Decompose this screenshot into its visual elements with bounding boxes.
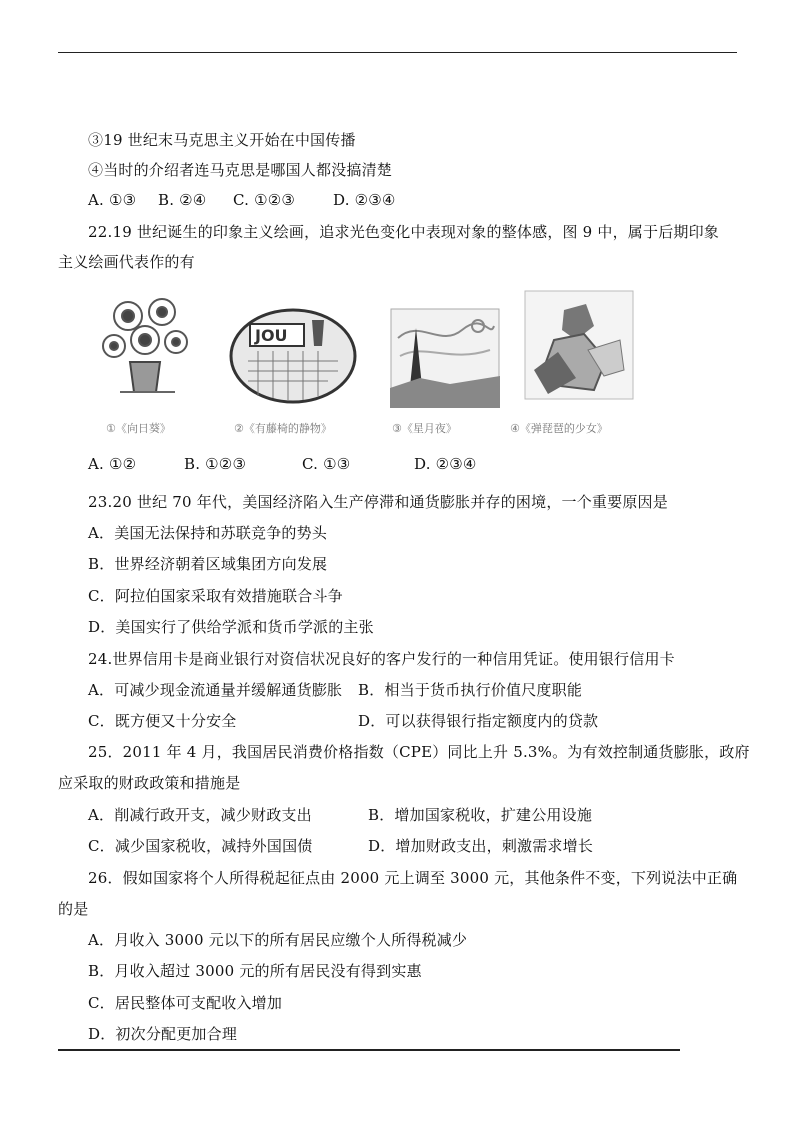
q23-option-d: D．美国实行了供给学派和货币学派的主张 bbox=[88, 618, 374, 636]
q23-option-c: C．阿拉伯国家采取有效措施联合斗争 bbox=[88, 587, 343, 605]
q22-stem-line2: 主义绘画代表作的有 bbox=[58, 253, 195, 271]
q24-options-row1 bbox=[88, 680, 582, 700]
q25-option-d: D．增加财政支出，刺激需求增长 bbox=[368, 837, 594, 855]
q21-options bbox=[88, 190, 396, 210]
q21-option-c: C. ①②③ bbox=[233, 191, 296, 209]
q26-option-b: B．月收入超过 3000 元的所有居民没有得到实惠 bbox=[88, 962, 422, 980]
sunflowers-painting bbox=[90, 292, 200, 402]
q22-option-d: D. ②③④ bbox=[414, 455, 477, 473]
figure-9 bbox=[80, 286, 680, 446]
q24-option-c: C．既方便又十分安全 bbox=[88, 712, 237, 730]
q23-stem: 23.20 世纪 70 年代，美国经济陷入生产停滞和通货膨胀并存的困境，一个重要原因是 bbox=[88, 493, 668, 511]
q22-option-b: B. ①②③ bbox=[184, 455, 247, 473]
starry-night-painting bbox=[390, 308, 500, 408]
caption-still-life: ②《有藤椅的静物》 bbox=[234, 422, 332, 435]
q21-item-4: ④当时的介绍者连马克思是哪国人都没搞清楚 bbox=[88, 161, 393, 179]
caption-starry-night: ③《星月夜》 bbox=[392, 422, 457, 435]
q24-option-b: B．相当于货币执行价值尺度职能 bbox=[358, 681, 583, 699]
q26-stem-line1: 26．假如国家将个人所得税起征点由 2000 元上调至 3000 元，其他条件不变，下列说法中正确 bbox=[88, 869, 738, 887]
q21-option-b: B. ②④ bbox=[158, 191, 207, 209]
q21-option-a: A. ①③ bbox=[88, 191, 137, 209]
q21-option-d: D. ②③④ bbox=[333, 191, 396, 209]
q25-options-row1 bbox=[88, 805, 592, 825]
caption-sunflowers: ①《向日葵》 bbox=[106, 422, 171, 435]
q22-option-a: A. ①② bbox=[88, 455, 137, 473]
q21-item-3: ③19 世纪末马克思主义开始在中国传播 bbox=[88, 131, 356, 149]
q26-option-c: C．居民整体可支配收入增加 bbox=[88, 994, 283, 1012]
q26-option-d: D．初次分配更加合理 bbox=[88, 1025, 238, 1043]
q25-option-a: A．削减行政开支，减少财政支出 bbox=[88, 806, 312, 824]
q25-option-b: B．增加国家税收，扩建公用设施 bbox=[368, 806, 593, 824]
still-life-painting bbox=[228, 306, 358, 406]
q24-option-a: A．可减少现金流通量并缓解通货膨胀 bbox=[88, 681, 343, 699]
q25-options-row2 bbox=[88, 836, 593, 856]
q26-option-a: A．月收入 3000 元以下的所有居民应缴个人所得税减少 bbox=[88, 931, 468, 949]
q24-stem: 24.世界信用卡是商业银行对资信状况良好的客户发行的一种信用凭证。使用银行信用卡 bbox=[88, 650, 675, 668]
footer-rule bbox=[58, 1049, 680, 1051]
q22-stem-line1: 22.19 世纪诞生的印象主义绘画，追求光色变化中表现对象的整体感，图 9 中，属于后期印象 bbox=[88, 223, 719, 241]
q24-options-row2 bbox=[88, 711, 598, 731]
q23-option-b: B．世界经济朝着区域集团方向发展 bbox=[88, 555, 328, 573]
q22-options bbox=[88, 454, 477, 474]
q23-option-a: A．美国无法保持和苏联竞争的势头 bbox=[88, 524, 328, 542]
q22-option-c: C. ①③ bbox=[302, 455, 351, 473]
q25-option-c: C．减少国家税收，减持外国国债 bbox=[88, 837, 313, 855]
caption-girl-mandolin: ④《弹琵琶的少女》 bbox=[510, 422, 608, 435]
svg-text:JOU: JOU bbox=[255, 326, 288, 345]
girl-mandolin-painting bbox=[524, 290, 634, 400]
q25-stem-line2: 应采取的财政政策和措施是 bbox=[58, 774, 241, 792]
q26-stem-line2: 的是 bbox=[58, 900, 89, 918]
q24-option-d: D．可以获得银行指定额度内的贷款 bbox=[358, 712, 599, 730]
q25-stem-line1: 25．2011 年 4 月，我国居民消费价格指数（CPE）同比上升 5.3%。为有效控制通货膨胀，政府 bbox=[88, 743, 750, 761]
header-rule bbox=[58, 52, 737, 53]
